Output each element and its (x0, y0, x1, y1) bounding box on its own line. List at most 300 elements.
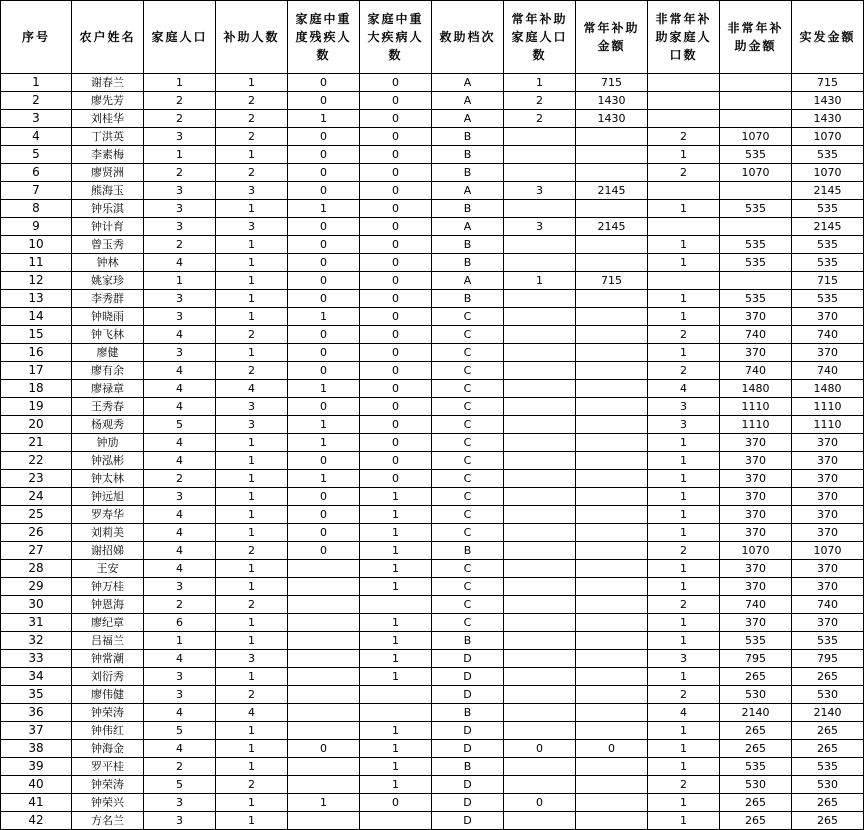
cell-regular-count (504, 146, 576, 164)
cell-index: 27 (1, 542, 72, 560)
table-row (1, 200, 864, 218)
cell-paid-amount: 370 (792, 524, 864, 542)
cell-disabled-count (288, 668, 360, 686)
cell-irregular-amount: 535 (720, 290, 792, 308)
cell-illness-count: 1 (360, 776, 432, 794)
cell-regular-amount (576, 632, 648, 650)
cell-subsidy-count: 1 (216, 308, 288, 326)
cell-regular-amount (576, 362, 648, 380)
table-row (1, 164, 864, 182)
cell-index: 30 (1, 596, 72, 614)
cell-disabled-count: 0 (288, 146, 360, 164)
table-row (1, 794, 864, 812)
cell-household-size: 4 (144, 650, 216, 668)
cell-irregular-count: 1 (648, 344, 720, 362)
cell-aid-level: C (432, 434, 504, 452)
cell-index: 40 (1, 776, 72, 794)
cell-disabled-count: 1 (288, 308, 360, 326)
cell-subsidy-count: 1 (216, 74, 288, 92)
table-row (1, 254, 864, 272)
cell-irregular-amount: 265 (720, 812, 792, 830)
cell-name: 廖先芳 (72, 92, 144, 110)
cell-irregular-amount: 530 (720, 686, 792, 704)
cell-subsidy-count: 2 (216, 776, 288, 794)
cell-household-size: 3 (144, 344, 216, 362)
table-row (1, 650, 864, 668)
cell-index: 13 (1, 290, 72, 308)
cell-name: 廖贤洲 (72, 164, 144, 182)
cell-subsidy-count: 1 (216, 452, 288, 470)
cell-regular-count (504, 524, 576, 542)
cell-index: 38 (1, 740, 72, 758)
cell-aid-level: D (432, 722, 504, 740)
cell-disabled-count: 0 (288, 128, 360, 146)
cell-name: 杨观秀 (72, 416, 144, 434)
cell-paid-amount: 370 (792, 452, 864, 470)
cell-disabled-count: 0 (288, 506, 360, 524)
cell-index: 14 (1, 308, 72, 326)
cell-regular-amount (576, 704, 648, 722)
cell-paid-amount: 1110 (792, 398, 864, 416)
cell-paid-amount: 715 (792, 74, 864, 92)
cell-irregular-count: 1 (648, 722, 720, 740)
cell-regular-count (504, 416, 576, 434)
cell-illness-count: 1 (360, 632, 432, 650)
table-row (1, 434, 864, 452)
cell-illness-count: 1 (360, 524, 432, 542)
cell-irregular-amount (720, 218, 792, 236)
cell-illness-count: 1 (360, 650, 432, 668)
cell-name: 王秀春 (72, 398, 144, 416)
cell-regular-count: 1 (504, 74, 576, 92)
cell-subsidy-count: 1 (216, 794, 288, 812)
cell-regular-amount: 0 (576, 740, 648, 758)
cell-irregular-count: 3 (648, 650, 720, 668)
cell-aid-level: A (432, 110, 504, 128)
cell-regular-count (504, 776, 576, 794)
cell-irregular-amount: 370 (720, 524, 792, 542)
cell-subsidy-count: 1 (216, 146, 288, 164)
cell-irregular-count: 1 (648, 560, 720, 578)
cell-household-size: 4 (144, 434, 216, 452)
cell-index: 2 (1, 92, 72, 110)
cell-disabled-count: 0 (288, 218, 360, 236)
cell-index: 39 (1, 758, 72, 776)
cell-subsidy-count: 2 (216, 362, 288, 380)
cell-regular-amount (576, 452, 648, 470)
cell-illness-count: 0 (360, 434, 432, 452)
cell-household-size: 4 (144, 452, 216, 470)
cell-regular-amount: 2145 (576, 218, 648, 236)
cell-name: 钟林 (72, 254, 144, 272)
cell-irregular-count (648, 110, 720, 128)
cell-irregular-amount: 2140 (720, 704, 792, 722)
cell-name: 廖纪章 (72, 614, 144, 632)
cell-disabled-count (288, 776, 360, 794)
cell-index: 7 (1, 182, 72, 200)
cell-illness-count: 0 (360, 254, 432, 272)
cell-paid-amount: 1070 (792, 164, 864, 182)
cell-aid-level: A (432, 272, 504, 290)
cell-aid-level: A (432, 218, 504, 236)
cell-irregular-amount: 370 (720, 470, 792, 488)
cell-disabled-count: 0 (288, 362, 360, 380)
cell-subsidy-count: 2 (216, 164, 288, 182)
cell-index: 37 (1, 722, 72, 740)
cell-regular-count (504, 380, 576, 398)
cell-illness-count: 0 (360, 326, 432, 344)
cell-illness-count: 0 (360, 146, 432, 164)
cell-index: 21 (1, 434, 72, 452)
cell-irregular-amount: 370 (720, 452, 792, 470)
cell-name: 钟泓彬 (72, 452, 144, 470)
cell-household-size: 5 (144, 776, 216, 794)
cell-illness-count: 0 (360, 182, 432, 200)
cell-illness-count (360, 686, 432, 704)
cell-index: 17 (1, 362, 72, 380)
cell-index: 12 (1, 272, 72, 290)
cell-regular-count (504, 632, 576, 650)
cell-subsidy-count: 1 (216, 578, 288, 596)
cell-aid-level: C (432, 488, 504, 506)
cell-irregular-amount: 370 (720, 434, 792, 452)
cell-paid-amount: 370 (792, 434, 864, 452)
cell-household-size: 3 (144, 488, 216, 506)
cell-disabled-count: 0 (288, 452, 360, 470)
table-row (1, 74, 864, 92)
cell-regular-amount (576, 794, 648, 812)
cell-regular-amount (576, 488, 648, 506)
cell-household-size: 2 (144, 110, 216, 128)
cell-regular-count (504, 812, 576, 830)
cell-irregular-amount: 535 (720, 200, 792, 218)
table-row (1, 686, 864, 704)
table-row (1, 506, 864, 524)
cell-name: 钟飞林 (72, 326, 144, 344)
header-cell-regular-count: 常年补助家庭人口数 (504, 1, 576, 74)
table-row (1, 542, 864, 560)
cell-subsidy-count: 1 (216, 758, 288, 776)
cell-aid-level: C (432, 326, 504, 344)
cell-aid-level: D (432, 650, 504, 668)
cell-irregular-amount: 740 (720, 326, 792, 344)
cell-subsidy-count: 2 (216, 596, 288, 614)
cell-disabled-count: 1 (288, 110, 360, 128)
cell-disabled-count: 1 (288, 434, 360, 452)
cell-regular-count (504, 308, 576, 326)
cell-aid-level: B (432, 254, 504, 272)
table-row (1, 380, 864, 398)
cell-regular-count (504, 668, 576, 686)
cell-irregular-count: 1 (648, 236, 720, 254)
cell-subsidy-count: 1 (216, 740, 288, 758)
cell-paid-amount: 370 (792, 344, 864, 362)
cell-name: 钟荣兴 (72, 794, 144, 812)
table-row (1, 452, 864, 470)
cell-aid-level: C (432, 596, 504, 614)
cell-regular-count (504, 614, 576, 632)
cell-household-size: 3 (144, 218, 216, 236)
table-row (1, 416, 864, 434)
cell-regular-count (504, 470, 576, 488)
cell-regular-amount (576, 686, 648, 704)
cell-name: 谢招娣 (72, 542, 144, 560)
cell-regular-count (504, 398, 576, 416)
header-cell-regular-amount: 常年补助金额 (576, 1, 648, 74)
cell-paid-amount: 530 (792, 776, 864, 794)
cell-subsidy-count: 1 (216, 632, 288, 650)
cell-index: 18 (1, 380, 72, 398)
cell-paid-amount: 1430 (792, 110, 864, 128)
table-row (1, 758, 864, 776)
cell-paid-amount: 535 (792, 236, 864, 254)
cell-paid-amount: 1110 (792, 416, 864, 434)
cell-irregular-amount: 265 (720, 668, 792, 686)
cell-disabled-count (288, 560, 360, 578)
cell-name: 刘衍秀 (72, 668, 144, 686)
cell-illness-count: 1 (360, 578, 432, 596)
cell-index: 23 (1, 470, 72, 488)
cell-illness-count: 0 (360, 416, 432, 434)
table-row (1, 218, 864, 236)
cell-regular-count (504, 434, 576, 452)
cell-aid-level: B (432, 164, 504, 182)
cell-paid-amount: 1430 (792, 92, 864, 110)
cell-irregular-count: 2 (648, 326, 720, 344)
cell-aid-level: C (432, 308, 504, 326)
cell-regular-count (504, 722, 576, 740)
cell-irregular-amount: 1070 (720, 542, 792, 560)
table-row (1, 128, 864, 146)
cell-subsidy-count: 3 (216, 650, 288, 668)
cell-illness-count (360, 812, 432, 830)
cell-regular-amount (576, 380, 648, 398)
cell-regular-count (504, 596, 576, 614)
cell-paid-amount: 530 (792, 686, 864, 704)
cell-index: 20 (1, 416, 72, 434)
cell-aid-level: B (432, 236, 504, 254)
header-row (1, 1, 864, 74)
table-row (1, 344, 864, 362)
cell-disabled-count: 1 (288, 200, 360, 218)
cell-name: 钟万桂 (72, 578, 144, 596)
cell-subsidy-count: 1 (216, 812, 288, 830)
cell-illness-count (360, 704, 432, 722)
cell-irregular-count: 2 (648, 362, 720, 380)
cell-paid-amount: 535 (792, 146, 864, 164)
cell-regular-count (504, 650, 576, 668)
table-row (1, 704, 864, 722)
cell-index: 1 (1, 74, 72, 92)
cell-aid-level: D (432, 776, 504, 794)
cell-aid-level: D (432, 812, 504, 830)
cell-illness-count: 0 (360, 218, 432, 236)
cell-subsidy-count: 1 (216, 344, 288, 362)
table-row (1, 290, 864, 308)
cell-irregular-count: 1 (648, 812, 720, 830)
cell-name: 罗平桂 (72, 758, 144, 776)
cell-subsidy-count: 1 (216, 434, 288, 452)
cell-regular-count (504, 686, 576, 704)
cell-irregular-count: 1 (648, 632, 720, 650)
cell-disabled-count: 1 (288, 794, 360, 812)
cell-name: 钟恩海 (72, 596, 144, 614)
cell-irregular-amount (720, 272, 792, 290)
cell-irregular-amount: 1480 (720, 380, 792, 398)
cell-regular-count (504, 344, 576, 362)
cell-aid-level: C (432, 344, 504, 362)
cell-subsidy-count: 1 (216, 488, 288, 506)
cell-household-size: 2 (144, 164, 216, 182)
cell-aid-level: C (432, 614, 504, 632)
cell-irregular-count: 1 (648, 200, 720, 218)
cell-disabled-count: 0 (288, 254, 360, 272)
cell-subsidy-count: 1 (216, 560, 288, 578)
cell-index: 34 (1, 668, 72, 686)
cell-paid-amount: 535 (792, 254, 864, 272)
cell-regular-count (504, 578, 576, 596)
cell-regular-amount (576, 416, 648, 434)
cell-name: 钟伟红 (72, 722, 144, 740)
cell-disabled-count (288, 578, 360, 596)
cell-aid-level: C (432, 362, 504, 380)
cell-disabled-count (288, 686, 360, 704)
cell-irregular-count (648, 92, 720, 110)
cell-aid-level: D (432, 686, 504, 704)
cell-illness-count: 1 (360, 542, 432, 560)
cell-name: 李素梅 (72, 146, 144, 164)
table-row (1, 308, 864, 326)
cell-aid-level: B (432, 200, 504, 218)
header-cell-disabled-count: 家庭中重度残疾人数 (288, 1, 360, 74)
cell-regular-count (504, 704, 576, 722)
cell-index: 24 (1, 488, 72, 506)
cell-disabled-count: 1 (288, 470, 360, 488)
header-cell-illness-count: 家庭中重大疾病人数 (360, 1, 432, 74)
cell-name: 曾玉秀 (72, 236, 144, 254)
cell-regular-amount (576, 506, 648, 524)
cell-regular-count (504, 560, 576, 578)
cell-aid-level: A (432, 182, 504, 200)
cell-household-size: 3 (144, 128, 216, 146)
cell-regular-count (504, 506, 576, 524)
cell-irregular-amount: 370 (720, 488, 792, 506)
cell-subsidy-count: 1 (216, 236, 288, 254)
cell-paid-amount: 370 (792, 578, 864, 596)
cell-disabled-count: 1 (288, 416, 360, 434)
cell-paid-amount: 2145 (792, 218, 864, 236)
cell-regular-count (504, 254, 576, 272)
cell-index: 9 (1, 218, 72, 236)
cell-irregular-count: 1 (648, 146, 720, 164)
cell-subsidy-count: 2 (216, 110, 288, 128)
cell-name: 方名兰 (72, 812, 144, 830)
cell-illness-count: 0 (360, 236, 432, 254)
cell-paid-amount: 740 (792, 596, 864, 614)
cell-household-size: 4 (144, 362, 216, 380)
cell-paid-amount: 715 (792, 272, 864, 290)
cell-regular-amount (576, 560, 648, 578)
cell-aid-level: C (432, 506, 504, 524)
cell-index: 31 (1, 614, 72, 632)
cell-household-size: 4 (144, 542, 216, 560)
table-row (1, 812, 864, 830)
cell-household-size: 3 (144, 308, 216, 326)
table-row (1, 614, 864, 632)
table-row (1, 326, 864, 344)
cell-index: 5 (1, 146, 72, 164)
cell-irregular-amount: 1110 (720, 398, 792, 416)
cell-name: 钟常潮 (72, 650, 144, 668)
cell-disabled-count: 0 (288, 92, 360, 110)
cell-regular-count: 0 (504, 794, 576, 812)
table-row (1, 740, 864, 758)
cell-household-size: 2 (144, 758, 216, 776)
cell-disabled-count: 0 (288, 740, 360, 758)
header-cell-subsidy-count: 补助人数 (216, 1, 288, 74)
table-row (1, 578, 864, 596)
cell-paid-amount: 370 (792, 560, 864, 578)
cell-disabled-count: 0 (288, 290, 360, 308)
cell-regular-count (504, 326, 576, 344)
cell-irregular-amount (720, 110, 792, 128)
cell-paid-amount: 535 (792, 758, 864, 776)
cell-irregular-amount: 1070 (720, 128, 792, 146)
cell-aid-level: B (432, 632, 504, 650)
cell-irregular-count: 2 (648, 164, 720, 182)
cell-index: 4 (1, 128, 72, 146)
cell-disabled-count (288, 614, 360, 632)
cell-illness-count (360, 596, 432, 614)
cell-household-size: 3 (144, 812, 216, 830)
cell-subsidy-count: 2 (216, 92, 288, 110)
cell-disabled-count: 0 (288, 398, 360, 416)
cell-subsidy-count: 4 (216, 380, 288, 398)
cell-household-size: 2 (144, 470, 216, 488)
cell-disabled-count: 0 (288, 164, 360, 182)
cell-index: 25 (1, 506, 72, 524)
cell-household-size: 2 (144, 236, 216, 254)
cell-paid-amount: 1070 (792, 128, 864, 146)
cell-regular-count (504, 164, 576, 182)
cell-regular-amount (576, 164, 648, 182)
cell-illness-count: 1 (360, 488, 432, 506)
cell-irregular-count: 1 (648, 668, 720, 686)
header-cell-irregular-amount: 非常年补助金额 (720, 1, 792, 74)
cell-aid-level: D (432, 794, 504, 812)
cell-irregular-amount: 370 (720, 614, 792, 632)
table-body (1, 74, 864, 830)
cell-illness-count: 0 (360, 110, 432, 128)
cell-name: 钟海金 (72, 740, 144, 758)
cell-regular-amount (576, 146, 648, 164)
cell-irregular-count: 1 (648, 308, 720, 326)
cell-name: 吕福兰 (72, 632, 144, 650)
cell-irregular-amount: 535 (720, 758, 792, 776)
cell-regular-amount (576, 596, 648, 614)
cell-regular-count: 2 (504, 92, 576, 110)
cell-subsidy-count: 3 (216, 218, 288, 236)
cell-irregular-amount: 370 (720, 560, 792, 578)
cell-irregular-count: 3 (648, 398, 720, 416)
cell-disabled-count (288, 596, 360, 614)
table-row (1, 560, 864, 578)
cell-aid-level: A (432, 92, 504, 110)
table-row (1, 632, 864, 650)
cell-disabled-count: 1 (288, 380, 360, 398)
cell-paid-amount: 535 (792, 632, 864, 650)
cell-aid-level: D (432, 740, 504, 758)
